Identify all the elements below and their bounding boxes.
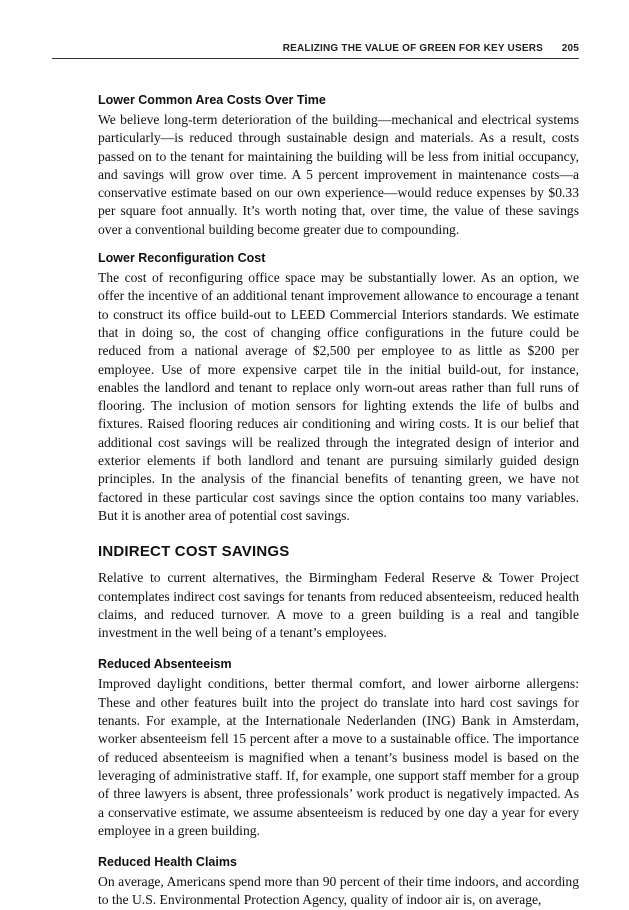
paragraph-indirect-cost-savings: Relative to current alternatives, the Birmingham Federal Reserve & Tower Project contemplates indirect cost savings for tenants from reduced absenteeism, reduced health claims, and reduced turnover. A move to a green building is a real and tangible investment in the well being of a tenant’s employees. (98, 570, 579, 641)
paragraph-common-area-costs: We believe long-term deterioration of the building—mechanical and electrical systems particularly—is reduced through sustainable design and materials. As a result, costs passed on to the tenant for maintaining the building will be less from initial occupancy, and savings will grow over time. A 5 percent improvement in maintenance costs—a conservative estimate based on our own experience—would reduce expenses by $0.33 per square foot annually. It’s worth noting that, over time, the value of these savings over a conventional building become greater due to compounding. (98, 112, 579, 237)
running-head (52, 40, 579, 59)
heading-lower-common-area-costs: Lower Common Area Costs Over Time (98, 93, 326, 107)
paragraph-reduced-health-claims: On average, Americans spend more than 90 percent of their time indoors, and according to the U.S. Environmental Protection Agency, quality of indoor air is, on average, (98, 874, 579, 908)
running-head-title: REALIZING THE VALUE OF GREEN FOR KEY USERS (282, 43, 543, 54)
paragraph-reduced-absenteeism: Improved daylight conditions, better thermal comfort, and lower airborne allergens: These and other features built into the project do translate into hard cost savings for tenants. For example, at the Internationale Nederlanden (ING) Bank in Amsterdam, worker absenteeism fell 15 percent after a move to a sustainable office. The importance of reduced absenteeism is magnified when a tenant’s business model is based on the leveraging of administrative staff. If, for example, one support staff member for a group of three lawyers is absent, three professionals’ work product is negatively impacted. As a conservative estimate, we assume absenteeism is reduced by one day a year for every employee in a green building. (98, 676, 579, 838)
paragraph-reconfiguration-cost: The cost of reconfiguring office space may be substantially lower. As an option, we offer the incentive of an additional tenant improvement allowance to encourage a tenant to construct its office build-out to LEED Commercial Interiors standards. We estimate that in doing so, the cost of changing office configurations in the future could be reduced from a national average of $2,500 per employee to as little as $200 per employee. Use of more expensive carpet tile in the initial build-out, for instance, enables the landlord and tenant to replace only worn-out areas rather than full runs of flooring. The inclusion of motion sensors for lighting extends the life of bulbs and fixtures. Raised flooring reduces air conditioning and wiring costs. It is our belief that additional cost savings will be realized through the integrated design of interior and exterior elements if both landlord and tenant are pursuing similarly guided design principles. In the analysis of the financial benefits of tenanting green, we have not factored in these particular cost savings since the option contains too many variables. But it is another area of potential cost savings. (98, 270, 579, 523)
heading-reduced-absenteeism: Reduced Absenteeism (98, 657, 232, 672)
page-number: 205 (561, 43, 579, 54)
heading-lower-reconfiguration-cost: Lower Reconfiguration Cost (98, 251, 266, 266)
heading-reduced-health-claims: Reduced Health Claims (98, 855, 237, 870)
section-heading-indirect-cost-savings: INDIRECT COST SAVINGS (98, 543, 290, 561)
page-body (98, 92, 579, 910)
